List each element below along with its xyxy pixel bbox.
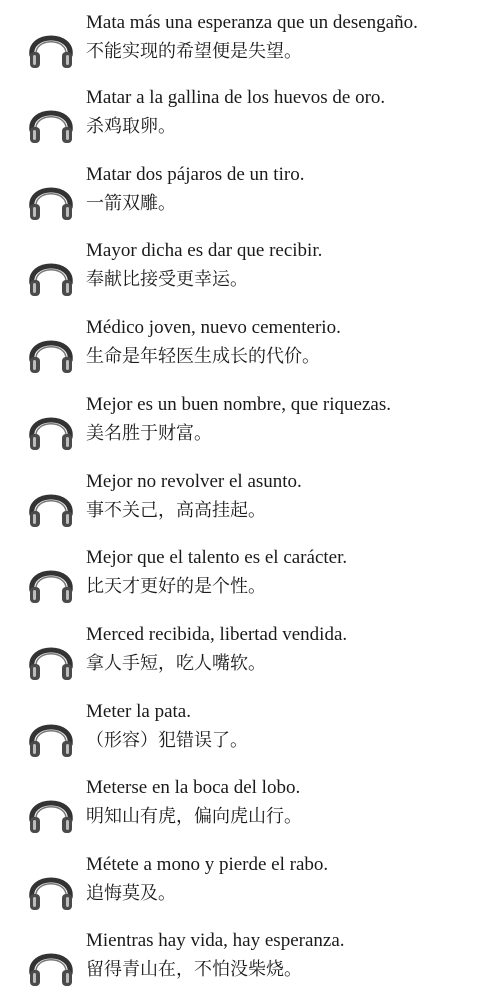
headphones-icon[interactable]	[24, 246, 78, 298]
headphones-icon[interactable]	[24, 553, 78, 605]
spanish-proverb: Meterse en la boca del lobo.	[86, 777, 301, 798]
proverb-entry	[24, 699, 494, 759]
spanish-proverb: Métete a mono y pierde el rabo.	[86, 854, 329, 875]
proverb-entry	[24, 775, 494, 835]
proverb-entry	[24, 545, 494, 605]
proverb-text	[86, 238, 496, 294]
proverb-text	[86, 852, 496, 908]
spanish-proverb: Mejor que el talento es el carácter.	[86, 547, 348, 568]
chinese-translation: 奉献比接受更幸运。	[86, 269, 248, 290]
proverb-entry	[24, 10, 494, 70]
headphones-icon[interactable]	[24, 18, 78, 70]
headphones-icon[interactable]	[24, 707, 78, 759]
proverb-entry	[24, 315, 494, 375]
spanish-proverb: Mientras hay vida, hay esperanza.	[86, 930, 345, 951]
proverb-entry	[24, 85, 494, 145]
chinese-translation: （形容）犯错误了。	[86, 730, 248, 751]
proverb-text	[86, 928, 496, 984]
headphones-icon[interactable]	[24, 323, 78, 375]
chinese-translation: 不能实现的希望便是失望。	[86, 41, 302, 62]
chinese-translation: 比天才更好的是个性。	[86, 576, 266, 597]
chinese-translation: 一箭双雕。	[86, 193, 176, 214]
proverb-entry	[24, 469, 494, 529]
proverb-text	[86, 10, 496, 66]
spanish-proverb: Mayor dicha es dar que recibir.	[86, 240, 323, 261]
chinese-translation: 杀鸡取卵。	[86, 116, 176, 137]
spanish-proverb: Médico joven, nuevo cementerio.	[86, 317, 341, 338]
proverb-entry	[24, 852, 494, 912]
headphones-icon[interactable]	[24, 170, 78, 222]
proverb-text	[86, 699, 496, 755]
spanish-proverb: Mejor es un buen nombre, que riquezas.	[86, 394, 391, 415]
proverb-text	[86, 545, 496, 601]
proverb-entry	[24, 238, 494, 298]
chinese-translation: 留得青山在，不怕没柴烧。	[86, 959, 302, 980]
chinese-translation: 拿人手短，吃人嘴软。	[86, 653, 266, 674]
proverb-entry	[24, 622, 494, 682]
headphones-icon[interactable]	[24, 477, 78, 529]
headphones-icon[interactable]	[24, 936, 78, 988]
chinese-translation: 事不关己，高高挂起。	[86, 500, 266, 521]
headphones-icon[interactable]	[24, 860, 78, 912]
headphones-icon[interactable]	[24, 783, 78, 835]
proverb-text	[86, 622, 496, 678]
proverb-text	[86, 392, 496, 448]
spanish-proverb: Mata más una esperanza que un desengaño.	[86, 12, 418, 33]
proverb-entry	[24, 928, 494, 988]
spanish-proverb: Meter la pata.	[86, 701, 191, 722]
spanish-proverb: Matar dos pájaros de un tiro.	[86, 164, 305, 185]
headphones-icon[interactable]	[24, 93, 78, 145]
chinese-translation: 美名胜于财富。	[86, 423, 212, 444]
proverb-entry	[24, 162, 494, 222]
chinese-translation: 明知山有虎，偏向虎山行。	[86, 806, 302, 827]
proverb-text	[86, 775, 496, 831]
spanish-proverb: Matar a la gallina de los huevos de oro.	[86, 87, 386, 108]
proverb-text	[86, 315, 496, 371]
headphones-icon[interactable]	[24, 630, 78, 682]
spanish-proverb: Mejor no revolver el asunto.	[86, 471, 302, 492]
spanish-proverb: Merced recibida, libertad vendida.	[86, 624, 348, 645]
chinese-translation: 追悔莫及。	[86, 883, 176, 904]
chinese-translation: 生命是年轻医生成长的代价。	[86, 346, 320, 367]
proverb-entry	[24, 392, 494, 452]
proverb-text	[86, 469, 496, 525]
proverb-text	[86, 162, 496, 218]
headphones-icon[interactable]	[24, 400, 78, 452]
proverb-text	[86, 85, 496, 141]
